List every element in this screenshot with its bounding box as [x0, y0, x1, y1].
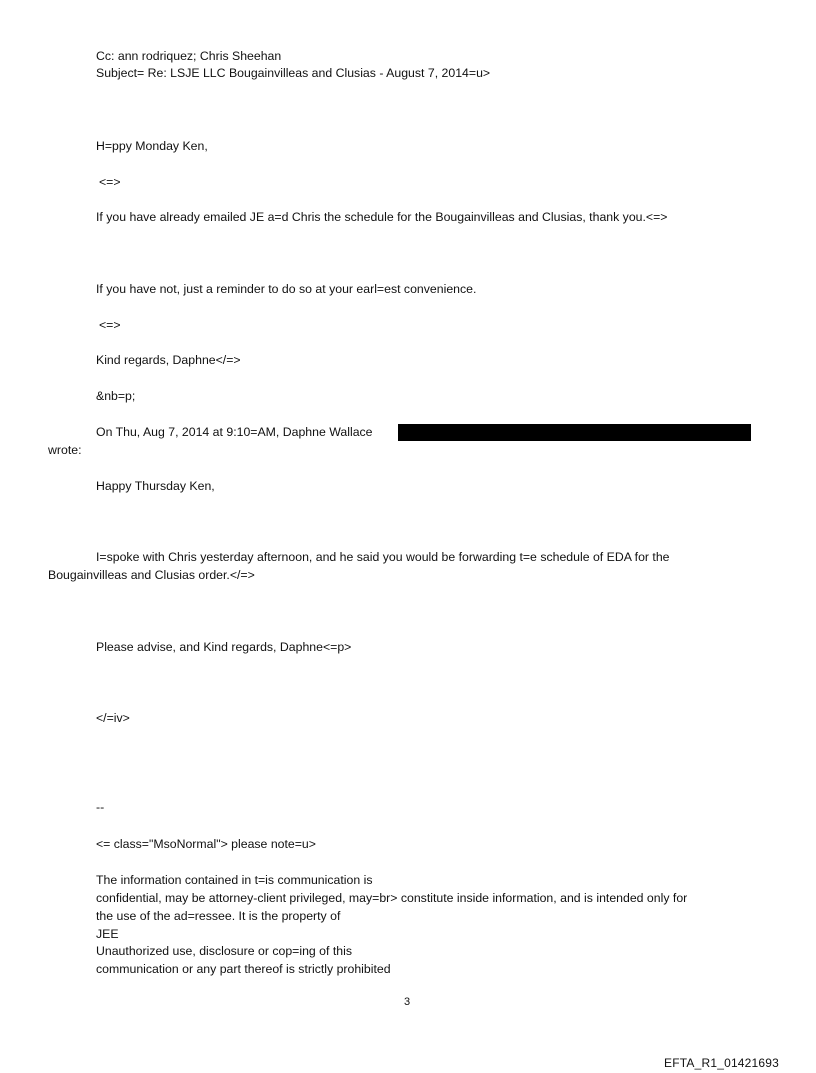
- page-number: 3: [404, 996, 411, 1008]
- reply-signoff: Kind regards, Daphne</=>: [96, 353, 241, 367]
- signature-dashes: --: [96, 800, 105, 814]
- reply-greeting: H=ppy Monday Ken,: [96, 139, 208, 153]
- reply-line-1: If you have already emailed JE a=d Chris the schedule for the Bougainvilleas and Clusias, thank you.<=>: [96, 210, 668, 224]
- disclaimer-line: JEE: [96, 927, 119, 941]
- reply-line-2: If you have not, just a reminder to do so at your earl=est convenience.: [96, 282, 477, 296]
- disclaimer-line: Unauthorized use, disclosure or cop=ing of this: [96, 944, 352, 958]
- quoted-attribution: On Thu, Aug 7, 2014 at 9:10=AM, Daphne Wallace: [96, 425, 373, 439]
- reply-spacer-1: <=>: [99, 175, 121, 189]
- disclaimer-line: confidential, may be attorney-client privileged, may=br> constitute inside information, and is intended only for: [96, 891, 688, 905]
- quoted-para1-line1: I=spoke with Chris yesterday afternoon, and he said you would be forwarding t=e schedule of EDA for the: [96, 550, 670, 564]
- quoted-para1-line2: Bougainvilleas and Clusias order.</=>: [48, 568, 255, 582]
- quoted-div-close: </=iv>: [96, 711, 130, 725]
- signature-class-line: <= class="MsoNormal"> please note=u>: [96, 837, 316, 851]
- quoted-para2: Please advise, and Kind regards, Daphne<=p>: [96, 640, 352, 654]
- quoted-greeting: Happy Thursday Ken,: [96, 479, 215, 493]
- redaction-bar: [398, 424, 751, 441]
- reply-spacer-2: <=>: [99, 318, 121, 332]
- reply-nbsp: &nb=p;: [96, 389, 136, 403]
- quoted-attribution-end: wrote:: [48, 443, 82, 457]
- disclaimer-line: communication or any part thereof is strictly prohibited: [96, 962, 391, 976]
- subject-line: Subject= Re: LSJE LLC Bougainvilleas and Clusias - August 7, 2014=u>: [96, 66, 491, 80]
- cc-line: Cc: ann rodriquez; Chris Sheehan: [96, 49, 282, 63]
- disclaimer-line: The information contained in t=is communication is: [96, 873, 373, 887]
- disclaimer-line: the use of the ad=ressee. It is the property of: [96, 909, 341, 923]
- document-id: EFTA_R1_01421693: [664, 1056, 780, 1070]
